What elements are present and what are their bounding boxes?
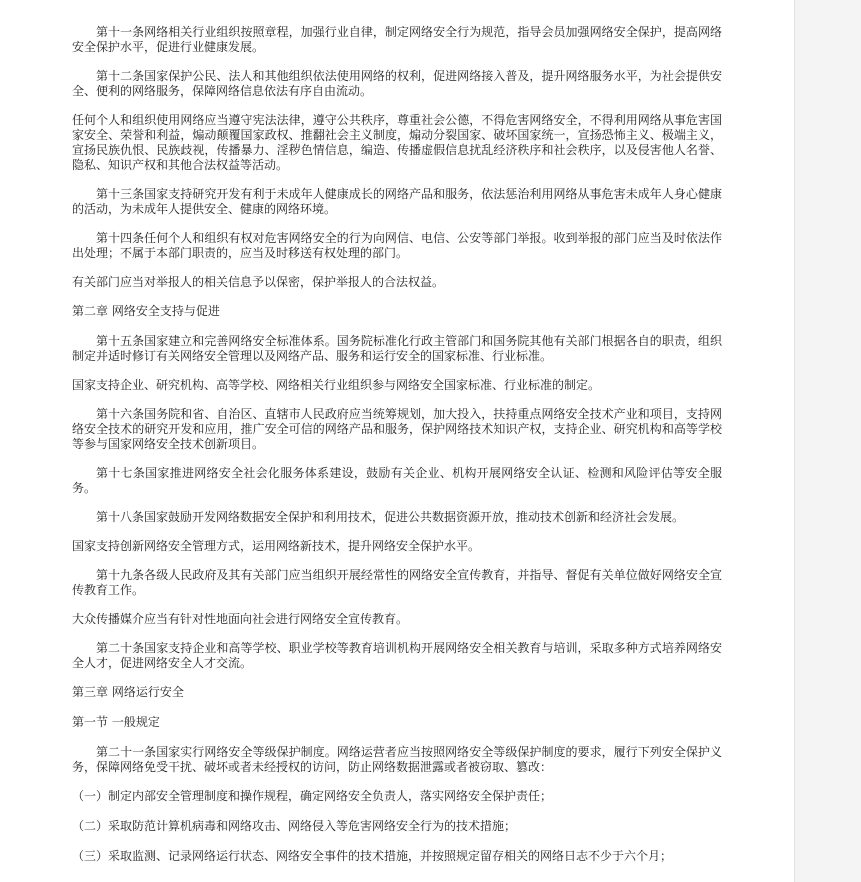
- paragraph: 第十八条国家鼓励开发网络数据安全保护和利用技术，促进公共数据资源开放，推动技术创新和经济社会发展。: [96, 510, 685, 524]
- paragraph: 第十一条网络相关行业组织按照章程，加强行业自律，制定网络安全行为规范，指导会员加强网络安全保护，提高网络安全保护水平，促进行业健康发展。: [72, 25, 722, 54]
- paragraph: 大众传播媒介应当有针对性地面向社会进行网络安全宣传教育。: [72, 612, 409, 626]
- document-body: [72, 25, 722, 879]
- paragraph: 任何个人和组织使用网络应当遵守宪法法律，遵守公共秩序，尊重社会公德，不得危害网络安全，不得利用网络从事危害国家安全、荣誉和利益，煽动颠覆国家政权、推翻社会主义制度，煽动分裂国家、破坏国家统一，宣扬恐怖主义、极端主义，宣扬民族仇恨、民族歧视，传播暴力、淫秽色情信息，编造、传播虚假信息扰乱经济秩序和社会秩序，以及侵害他人名誉、隐私、知识产权和其他合法权益等活动。: [72, 113, 722, 172]
- paragraph: 第十六条国务院和省、自治区、直辖市人民政府应当统筹规划，加大投入，扶持重点网络安全技术产业和项目，支持网络安全技术的研究开发和应用，推广安全可信的网络产品和服务，保护网络技术知识产权，支持企业、研究机构和高等学校等参与国家网络安全技术创新项目。: [72, 407, 722, 451]
- paragraph: 第二十条国家支持企业和高等学校、职业学校等教育培训机构开展网络安全相关教育与培训，采取多种方式培养网络安全人才，促进网络安全人才交流。: [72, 641, 722, 670]
- list-item: （三）采取监测、记录网络运行状态、网络安全事件的技术措施，并按照规定留存相关的网络日志不少于六个月；: [72, 849, 673, 863]
- section-heading: 第二章 网络安全支持与促进: [72, 304, 220, 318]
- section-heading: 第三章 网络运行安全: [72, 685, 184, 699]
- paragraph: 第十四条任何个人和组织有权对危害网络安全的行为向网信、电信、公安等部门举报。收到举报的部门应当及时依法作出处理；不属于本部门职责的，应当及时移送有权处理的部门。: [72, 231, 722, 260]
- list-item: （二）采取防范计算机病毒和网络攻击、网络侵入等危害网络安全行为的技术措施；: [72, 819, 517, 833]
- section-heading: 第一节 一般规定: [72, 715, 160, 729]
- paragraph: 第十九条各级人民政府及其有关部门应当组织开展经常性的网络安全宣传教育，并指导、督促有关单位做好网络安全宣传教育工作。: [72, 568, 722, 597]
- paragraph: 第十二条国家保护公民、法人和其他组织依法使用网络的权利，促进网络接入普及，提升网络服务水平，为社会提供安全、便利的网络服务，保障网络信息依法有序自由流动。: [72, 69, 722, 98]
- paragraph: 有关部门应当对举报人的相关信息予以保密，保护举报人的合法权益。: [72, 275, 445, 289]
- paragraph: 国家支持企业、研究机构、高等学校、网络相关行业组织参与网络安全国家标准、行业标准的制定。: [72, 378, 601, 392]
- paragraph: 第十五条国家建立和完善网络安全标准体系。国务院标准化行政主管部门和国务院其他有关部门根据各自的职责，组织制定并适时修订有关网络安全管理以及网络产品、服务和运行安全的国家标准、行业标准。: [72, 334, 722, 363]
- paragraph: 国家支持创新网络安全管理方式，运用网络新技术，提升网络安全保护水平。: [72, 539, 481, 553]
- paragraph: 第十三条国家支持研究开发有利于未成年人健康成长的网络产品和服务，依法惩治利用网络从事危害未成年人身心健康的活动，为未成年人提供安全、健康的网络环境。: [72, 187, 722, 216]
- list-item: （一）制定内部安全管理制度和操作规程，确定网络安全负责人，落实网络安全保护责任；: [72, 789, 553, 803]
- paragraph: 第十七条国家推进网络安全社会化服务体系建设，鼓励有关企业、机构开展网络安全认证、检测和风险评估等安全服务。: [72, 466, 722, 495]
- paragraph: 第二十一条国家实行网络安全等级保护制度。网络运营者应当按照网络安全等级保护制度的要求，履行下列安全保护义务，保障网络免受干扰、破坏或者未经授权的访问，防止网络数据泄露或者被窃取、篡改：: [72, 745, 722, 774]
